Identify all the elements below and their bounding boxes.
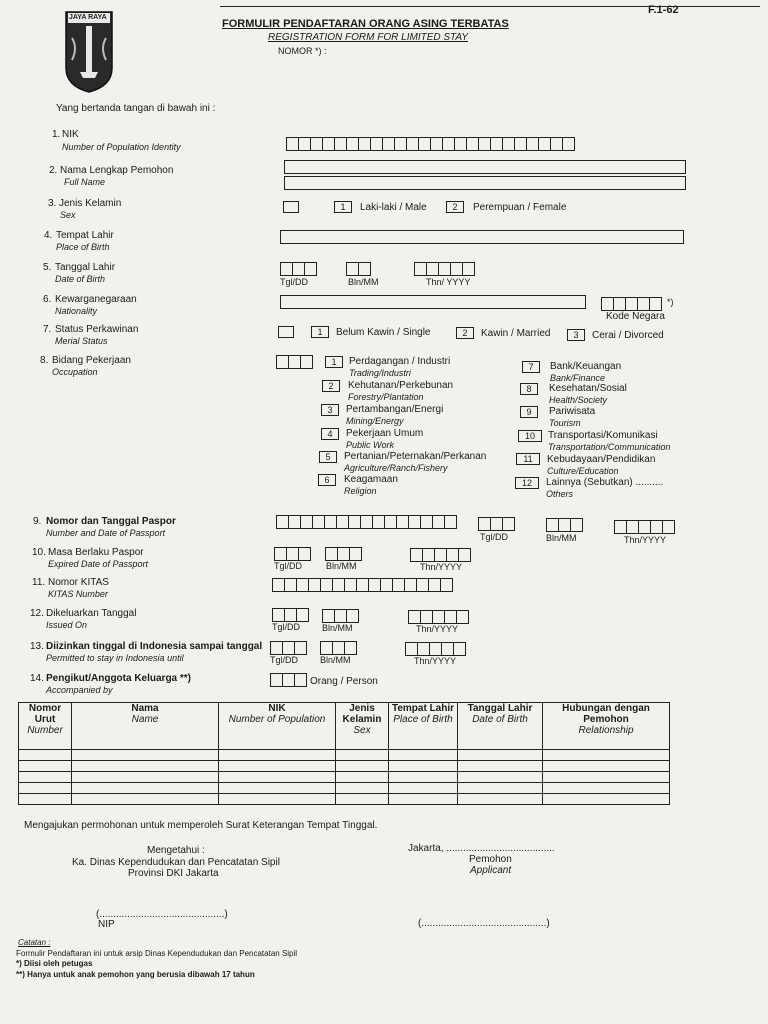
masa-label-no: 10. xyxy=(32,547,46,558)
paspor-year-caption: Thn/YYYY xyxy=(624,535,667,545)
izin-day-caption: Tgl/DD xyxy=(270,655,299,665)
masa-sublabel: Expired Date of Passport xyxy=(48,559,149,569)
table-row[interactable] xyxy=(19,761,670,772)
family-table-header xyxy=(19,703,670,750)
tempat-label: Tempat Lahir xyxy=(56,230,114,241)
tempat-input[interactable] xyxy=(280,230,684,244)
marital-2-label: Kawin / Married xyxy=(481,328,551,339)
occ-3-id: Pertambangan/Energi xyxy=(346,404,444,415)
occ-4-num[interactable]: 4 xyxy=(321,428,339,440)
table-row[interactable] xyxy=(19,750,670,761)
occ-5-num[interactable]: 5 xyxy=(319,451,337,463)
paspor-sublabel: Number and Date of Passport xyxy=(46,528,166,538)
col-nama-id: Nama xyxy=(131,703,159,714)
form-title: FORMULIR PENDAFTARAN ORANG ASING TERBATAS xyxy=(222,18,509,30)
paspor-label: Nomor dan Tanggal Paspor xyxy=(46,516,176,527)
col-nama-en: Name xyxy=(131,714,159,725)
col-hubungan-en: Relationship xyxy=(578,725,634,736)
kode-negara-star: *) xyxy=(667,297,674,307)
tgl-year-caption: Thn/ YYYY xyxy=(426,277,471,287)
izin-year-input[interactable] xyxy=(405,642,465,656)
sex-female-label: Perempuan / Female xyxy=(473,202,567,213)
paspor-number-input[interactable] xyxy=(276,515,456,529)
kitas-input[interactable] xyxy=(272,578,452,592)
masa-day-caption: Tgl/DD xyxy=(274,561,303,571)
occ-11-id: Kebudayaan/Pendidikan xyxy=(547,454,656,465)
jk-label-no: 3. xyxy=(48,198,57,209)
pengikut-sublabel: Accompanied by xyxy=(46,685,113,695)
orang-label: Orang / Person xyxy=(310,676,378,687)
occ-10-en: Transportation/Communication xyxy=(548,442,671,452)
family-table xyxy=(18,702,670,805)
kitas-label: Nomor KITAS xyxy=(48,577,109,588)
occ-3-num[interactable]: 3 xyxy=(321,404,339,416)
nomor-label: NOMOR *) : xyxy=(278,46,327,56)
jk-label: Jenis Kelamin xyxy=(59,198,122,209)
kitas-label-no: 11. xyxy=(32,577,46,588)
occ-8-id: Kesehatan/Sosial xyxy=(549,383,627,394)
tgl-label-no: 5. xyxy=(43,262,52,273)
logo-emblem xyxy=(62,8,116,94)
sex-male-num[interactable]: 1 xyxy=(334,201,352,213)
nik-label: NIK xyxy=(62,129,79,140)
occ-8-num[interactable]: 8 xyxy=(520,383,538,395)
col-tgl-id: Tanggal Lahir xyxy=(467,703,533,714)
masa-label: Masa Berlaku Paspor xyxy=(48,547,144,558)
masa-year-caption: Thn/YYYY xyxy=(420,562,463,572)
nik-sublabel: Number of Population Identity xyxy=(62,142,181,152)
occ-3-en: Mining/Energy xyxy=(346,416,404,426)
jk-sublabel: Sex xyxy=(60,210,76,220)
occ-6-en: Religion xyxy=(344,486,377,496)
keluar-day-caption: Tgl/DD xyxy=(272,622,301,632)
occ-11-en: Culture/Education xyxy=(547,466,619,476)
keluar-year-caption: Thn/YYYY xyxy=(416,624,459,634)
warga-label: Kewarganegaraan xyxy=(55,294,137,305)
warga-input[interactable] xyxy=(280,295,586,309)
status-label: Status Perkawinan xyxy=(55,324,139,335)
col-tgl xyxy=(458,703,543,750)
occ-7-id: Bank/Keuangan xyxy=(550,361,622,372)
keluar-year-input[interactable] xyxy=(408,610,468,624)
occ-1-en: Trading/Industri xyxy=(349,368,411,378)
kerja-input[interactable] xyxy=(276,355,312,369)
col-tempat xyxy=(389,703,458,750)
paspor-year-input[interactable] xyxy=(614,520,674,534)
masa-day-input[interactable] xyxy=(274,547,310,561)
kitas-sublabel: KITAS Number xyxy=(48,589,108,599)
office-line-1: Ka. Dinas Kependudukan dan Pencatatan Sipil xyxy=(72,857,280,868)
occ-10-id: Transportasi/Komunikasi xyxy=(548,430,658,441)
occ-7-num[interactable]: 7 xyxy=(522,361,540,373)
occ-5-en: Agriculture/Ranch/Fishery xyxy=(344,463,448,473)
paspor-month-caption: Bln/MM xyxy=(546,533,577,543)
kode-negara-input[interactable] xyxy=(601,297,661,311)
table-row[interactable] xyxy=(19,783,670,794)
keluar-label-no: 12. xyxy=(30,608,44,619)
kerja-sublabel: Occupation xyxy=(52,367,98,377)
nama-label-no: 2. xyxy=(49,165,58,176)
pengikut-label: Pengikut/Anggota Keluarga **) xyxy=(46,673,192,684)
occ-11-num[interactable]: 11 xyxy=(516,453,540,465)
place-date: Jakarta, ....................................... xyxy=(408,843,555,854)
occ-2-en: Forestry/Plantation xyxy=(348,392,424,402)
col-jk-id: Jenis Kelamin xyxy=(342,703,382,725)
right-signature-line[interactable]: (.............................................) xyxy=(418,918,550,929)
notes-heading: Catatan : xyxy=(18,938,51,947)
masa-year-input[interactable] xyxy=(410,548,470,562)
paspor-month-input[interactable] xyxy=(546,518,582,532)
izin-label-no: 13. xyxy=(30,641,44,652)
tgl-day-input[interactable] xyxy=(280,262,316,276)
marital-1-label: Belum Kawin / Single xyxy=(336,327,431,338)
tgl-day-caption: Tgl/DD xyxy=(280,277,309,287)
col-tempat-id: Tempat Lahir xyxy=(391,703,455,714)
nama-sublabel: Full Name xyxy=(64,177,106,187)
marital-2-num[interactable]: 2 xyxy=(456,327,474,339)
status-input-box[interactable] xyxy=(278,326,294,338)
col-hubungan xyxy=(543,703,670,750)
occ-8-en: Health/Society xyxy=(549,395,608,405)
kode-negara-caption: Kode Negara xyxy=(606,311,665,322)
col-nomor-en: Number xyxy=(27,725,63,736)
keluar-month-caption: Bln/MM xyxy=(322,623,353,633)
izin-day-input[interactable] xyxy=(270,641,306,655)
occ-6-id: Keagamaan xyxy=(344,474,398,485)
izin-year-caption: Thn/YYYY xyxy=(414,656,457,666)
sex-female-num[interactable]: 2 xyxy=(446,201,464,213)
nama-input-2[interactable] xyxy=(284,176,686,190)
marital-1-num[interactable]: 1 xyxy=(311,326,329,338)
note-3: **) Hanya untuk anak pemohon yang berusia dibawah 17 tahun xyxy=(16,970,255,979)
col-nomor xyxy=(19,703,72,750)
nama-input-1[interactable] xyxy=(284,160,686,174)
masa-month-caption: Bln/MM xyxy=(326,561,357,571)
keluar-month-input[interactable] xyxy=(322,609,358,623)
applicant-label: Applicant xyxy=(470,865,512,876)
occ-4-en: Public Work xyxy=(346,440,395,450)
occ-12-id: Lainnya (Sebutkan) .......... xyxy=(546,477,664,488)
request-text: Mengajukan permohonan untuk memperoleh Surat Keterangan Tempat Tinggal. xyxy=(24,820,378,831)
izin-month-caption: Bln/MM xyxy=(320,655,351,665)
col-jk-en: Sex xyxy=(353,725,371,736)
occ-5-id: Pertanian/Peternakan/Perkanan xyxy=(344,451,487,462)
intro-text: Yang bertanda tangan di bawah ini : xyxy=(56,103,216,114)
marital-3-num[interactable]: 3 xyxy=(567,329,585,341)
col-nama xyxy=(72,703,219,750)
nik-input[interactable] xyxy=(286,137,574,151)
col-nik-en: Number of Population xyxy=(228,714,326,725)
top-rule xyxy=(220,6,760,7)
tgl-month-caption: Bln/MM xyxy=(348,277,379,287)
warga-sublabel: Nationality xyxy=(55,306,98,316)
nik-label-no: 1. xyxy=(52,129,61,140)
mengetahui-label: Mengetahui : xyxy=(147,845,205,856)
kerja-label-no: 8. xyxy=(40,355,49,366)
note-1: Formulir Pendaftaran ini untuk arsip Dinas Kependudukan dan Pencatatan Sipil xyxy=(16,949,298,958)
occ-9-num[interactable]: 9 xyxy=(520,406,538,418)
occ-9-en: Tourism xyxy=(549,418,581,428)
occ-2-num[interactable]: 2 xyxy=(322,380,340,392)
keluar-sublabel: Issued On xyxy=(46,620,88,630)
status-label-no: 7. xyxy=(43,324,52,335)
paspor-day-caption: Tgl/DD xyxy=(480,532,509,542)
occ-2-id: Kehutanan/Perkebunan xyxy=(348,380,454,391)
occ-7-en: Bank/Finance xyxy=(550,373,606,383)
occ-12-en: Others xyxy=(546,489,574,499)
izin-month-input[interactable] xyxy=(320,641,356,655)
masa-month-input[interactable] xyxy=(325,547,361,561)
pengikut-label-no: 14. xyxy=(30,673,44,684)
sex-male-label: Laki-laki / Male xyxy=(360,202,427,213)
occ-1-id: Perdagangan / Industri xyxy=(349,356,451,367)
tempat-label-no: 4. xyxy=(44,230,53,241)
col-jk xyxy=(336,703,389,750)
keluar-day-input[interactable] xyxy=(272,608,308,622)
tgl-year-input[interactable] xyxy=(414,262,474,276)
nip-label: NIP xyxy=(98,919,115,930)
col-tempat-en: Place of Birth xyxy=(393,714,453,725)
occ-12-num[interactable]: 12 xyxy=(515,477,539,489)
left-signature-line[interactable]: (.............................................) xyxy=(96,909,228,920)
pemohon-label: Pemohon xyxy=(469,854,512,865)
form-subtitle: REGISTRATION FORM FOR LIMITED STAY xyxy=(268,32,469,43)
sex-input-box[interactable] xyxy=(283,201,299,213)
status-sublabel: Merial Status xyxy=(55,336,108,346)
tgl-label: Tanggal Lahir xyxy=(55,262,116,273)
col-nik-id: NIK xyxy=(268,703,286,714)
col-hubungan-id: Hubungan dengan Pemohon xyxy=(562,703,650,725)
tgl-sublabel: Date of Birth xyxy=(55,274,106,284)
paspor-label-no: 9. xyxy=(33,516,42,527)
izin-label: Diizinkan tinggal di Indonesia sampai tanggal xyxy=(46,641,263,652)
occ-1-num[interactable]: 1 xyxy=(325,356,343,368)
paspor-day-input[interactable] xyxy=(478,517,514,531)
occ-6-num[interactable]: 6 xyxy=(318,474,336,486)
pengikut-count-input[interactable] xyxy=(270,673,306,687)
tgl-month-input[interactable] xyxy=(346,262,370,276)
form-code: F.1-62 xyxy=(648,4,679,16)
kerja-label: Bidang Pekerjaan xyxy=(52,355,131,366)
col-nomor-id: Nomor Urut xyxy=(28,703,62,725)
col-tgl-en: Date of Birth xyxy=(472,714,528,725)
warga-label-no: 6. xyxy=(43,294,52,305)
occ-9-id: Pariwisata xyxy=(549,406,596,417)
note-2: *) Diisi oleh petugas xyxy=(16,959,93,968)
izin-sublabel: Permitted to stay in Indonesia until xyxy=(46,653,184,663)
col-nik xyxy=(219,703,336,750)
occ-10-num[interactable]: 10 xyxy=(518,430,542,442)
table-row[interactable] xyxy=(19,794,670,805)
logo-text: JAYA RAYA xyxy=(69,14,107,21)
occ-4-id: Pekerjaan Umum xyxy=(346,428,424,439)
nama-label: Nama Lengkap Pemohon xyxy=(60,165,174,176)
marital-3-label: Cerai / Divorced xyxy=(592,330,664,341)
keluar-label: Dikeluarkan Tanggal xyxy=(46,608,137,619)
table-row[interactable] xyxy=(19,772,670,783)
tempat-sublabel: Place of Birth xyxy=(56,242,110,252)
office-line-2: Provinsi DKI Jakarta xyxy=(128,868,219,879)
